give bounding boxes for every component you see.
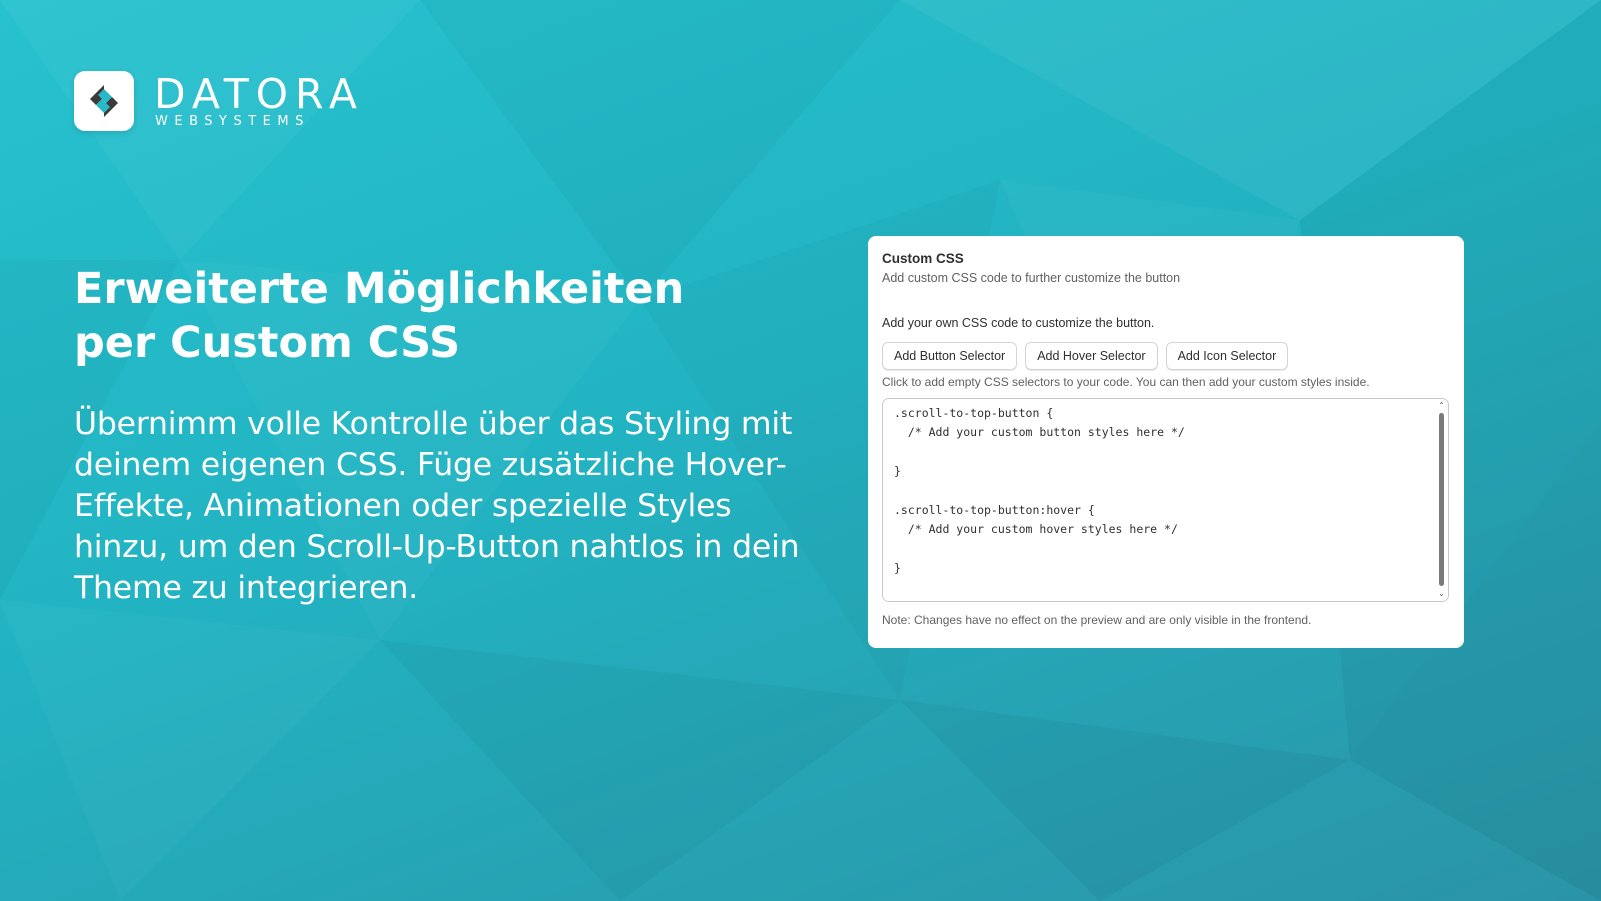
chevron-down-icon[interactable]: ⌄ — [1438, 589, 1445, 598]
selector-hint: Click to add empty CSS selectors to your code. You can then add your custom styles inside. — [882, 375, 1370, 389]
editor-scrollbar[interactable] — [1437, 401, 1446, 598]
headline-line-2: per Custom CSS — [74, 318, 461, 368]
logo-tagline: WEBSYSTEMS — [155, 114, 310, 129]
css-editor-container — [882, 398, 1449, 602]
hero-description: Übernimm volle Kontrolle über das Styling mit deinem eigenen CSS. Füge zusätzliche Hover-Effekte, Animationen oder spezielle Styles hinzu, um den Scroll-Up-Button nahtlos in dein Theme zu integrieren. — [74, 406, 800, 606]
selector-button-row — [882, 342, 1450, 370]
panel-subtitle: Add custom CSS code to further customize the button — [882, 271, 1181, 285]
chevron-up-icon[interactable]: ⌃ — [1438, 401, 1445, 410]
panel-title: Custom CSS — [882, 251, 964, 266]
scrollbar-thumb[interactable] — [1439, 413, 1444, 586]
logo-wordmark: DATORA — [154, 70, 364, 118]
logo-icon — [74, 71, 134, 131]
css-editor-textarea[interactable] — [883, 399, 1448, 601]
panel-intro: Add your own CSS code to customize the button. — [882, 316, 1155, 330]
headline — [74, 262, 774, 370]
headline-line-1: Erweiterte Möglichkeiten — [74, 264, 685, 314]
logo-symbol — [84, 81, 124, 121]
add-button-selector-button[interactable]: Add Button Selector — [882, 342, 1017, 370]
brand-logo — [74, 71, 364, 131]
add-hover-selector-button[interactable]: Add Hover Selector — [1025, 342, 1157, 370]
add-icon-selector-button[interactable]: Add Icon Selector — [1166, 342, 1289, 370]
preview-note: Note: Changes have no effect on the preview and are only visible in the frontend. — [882, 613, 1312, 627]
custom-css-panel — [868, 236, 1464, 648]
